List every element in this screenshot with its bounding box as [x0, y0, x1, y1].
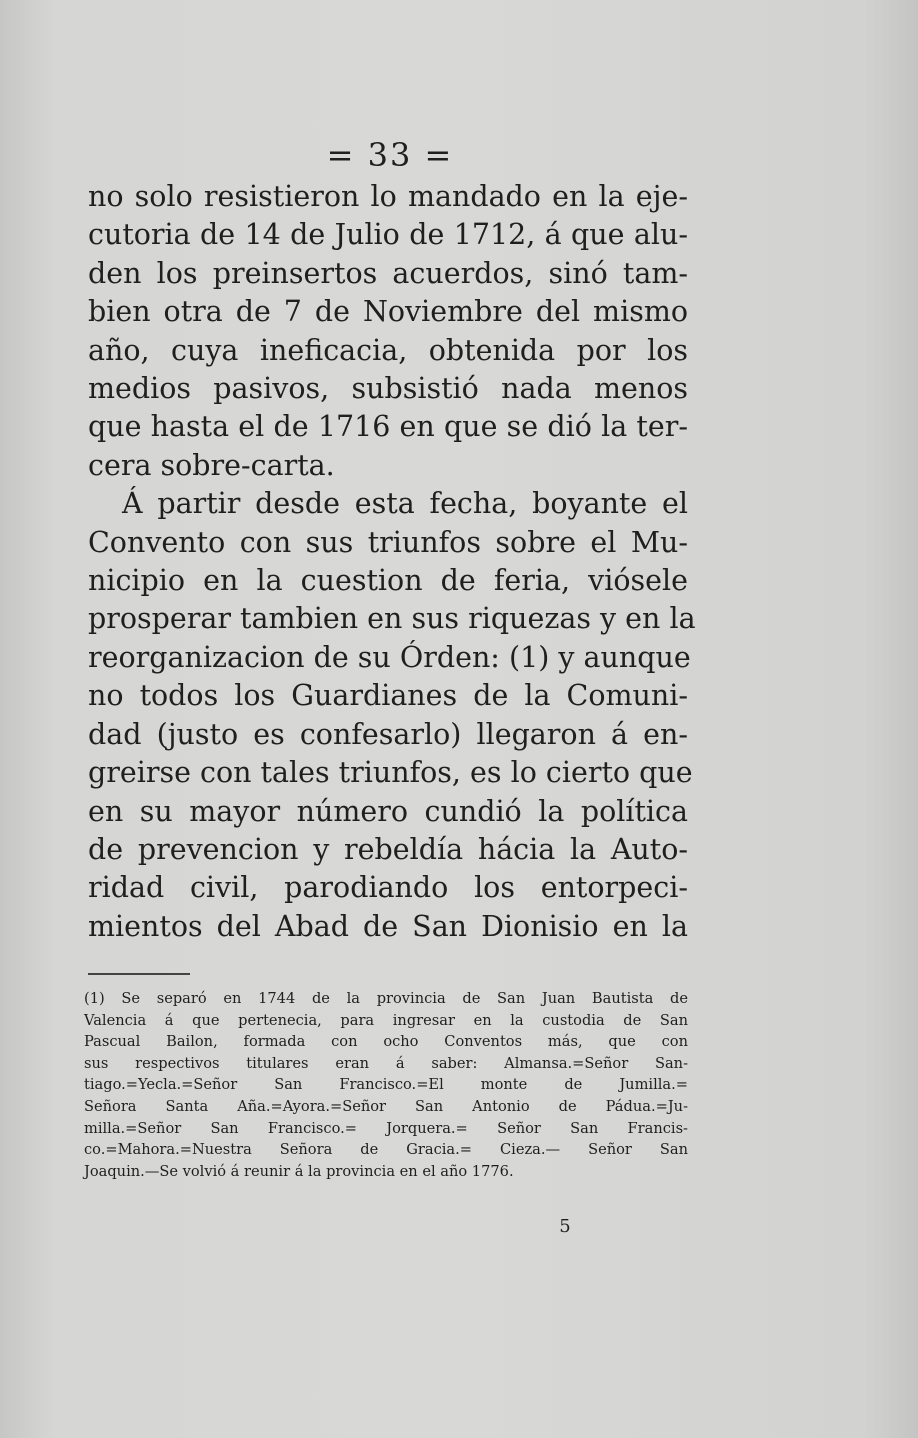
footnote-divider — [88, 973, 190, 975]
main-text — [88, 178, 696, 946]
footnote-line: co.=Mahora.=Nuestra Señora de Gracia.= Cieza.— Señor San — [84, 1141, 688, 1159]
text-line: mientos del Abad de San Dionisio en la — [88, 909, 688, 943]
text-line: greirse con tales triunfos, es lo cierto que — [88, 756, 693, 790]
footnote-line: Pascual Bailon, formada con ocho Conventos más, que con — [84, 1033, 688, 1051]
text-line: Convento con sus triunfos sobre el Mu- — [88, 525, 688, 559]
footnote — [84, 988, 688, 1182]
text-line: den los preinsertos acuerdos, sinó tam- — [88, 256, 688, 290]
text-line: año, cuya ineficacia, obtenida por los — [88, 333, 688, 367]
text-line: prosperar tambien en sus riquezas y en la — [88, 602, 696, 636]
footnote-line: (1) Se separó en 1744 de la provincia de San Juan Bautista de — [84, 990, 688, 1007]
footnote-line: tiago.=Yecla.=Señor San Francisco.=El monte de Jumilla.= — [84, 1076, 688, 1094]
text-line: no solo resistieron lo mandado en la eje- — [88, 180, 688, 213]
text-line: dad (justo es confesarlo) llegaron á en- — [88, 717, 688, 751]
page-number: = 33 = — [326, 136, 454, 174]
footnote-line: Valencia á que pertenecia, para ingresar en la custodia de San — [84, 1011, 688, 1029]
signature-mark: 5 — [559, 1216, 571, 1237]
text-line: nicipio en la cuestion de feria, viósele — [88, 564, 688, 598]
footnote-line: milla.=Señor San Francisco.= Jorquera.= Señor San Francis- — [84, 1119, 688, 1137]
text-line: reorganizacion de su Órden: (1) y aunque — [88, 640, 691, 674]
text-line: ridad civil, parodiando los entorpeci- — [88, 871, 688, 905]
text-line: medios pasivos, subsistió nada menos — [88, 372, 688, 406]
footnote-line: Señora Santa Aña.=Ayora.=Señor San Antonio de Pádua.=Ju- — [84, 1097, 688, 1115]
text-line: no todos los Guardianes de la Comuni- — [88, 679, 688, 713]
footnote-line: Joaquin.—Se volvió á reunir á la provincia en el año 1776. — [84, 1162, 514, 1180]
text-line: que hasta el de 1716 en que se dió la ter- — [88, 410, 688, 444]
text-line: Á partir desde esta fecha, boyante el — [122, 487, 688, 521]
footnote-line: sus respectivos titulares eran á saber: Almansa.=Señor San- — [84, 1054, 688, 1072]
text-line: bien otra de 7 de Noviembre del mismo — [88, 295, 688, 329]
text-line: de prevencion y rebeldía hácia la Auto- — [88, 832, 688, 866]
text-line: cera sobre-carta. — [88, 448, 335, 482]
text-line: cutoria de 14 de Julio de 1712, á que alu- — [88, 218, 688, 252]
text-line: en su mayor número cundió la política — [88, 794, 688, 828]
